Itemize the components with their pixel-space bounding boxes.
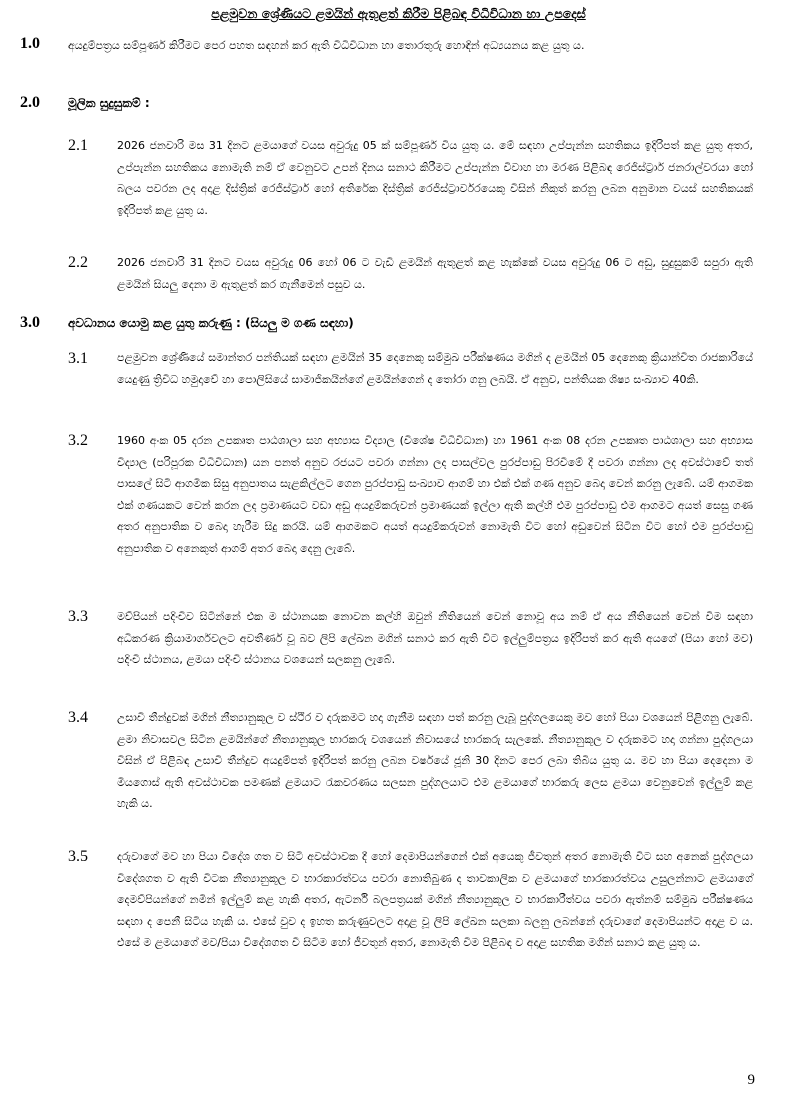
item-2-2-text: 2026 ජනවාරි 31 දිනට වයස අවුරුදු 06 හෝ 06 ට වැඩි ළමයින් ඇතුළත් කළ හැක්කේ වයස අවුරුදු 06 ට අඩු, සුදුසුකම් සපුරා ඇති ළමයින් සියලු දෙනා ම ඇතුළත් කර ගැනීමෙන් පසුව ය. bbox=[117, 256, 753, 291]
section-2-0-heading: මූලික සුදුසුකම් : bbox=[68, 96, 150, 110]
item-3-5-text: දරුවාගේ මව හා පියා විදේශ ගත ව සිටි අවස්ථාවක දී හෝ දෙමාපියන්ගෙන් එක් අයෙකු ජීවතුන් අතර නොමැති විට සහ අනෙක් පුද්ගලයා විදේශගත ව ඇති විටක නීත්‍යානුකූල ව භාරකාරත්වය පවරා නොතිබුණ ද තාවකාලික ව ළමයාගේ භාරකාරත්වය උසුලන්නාට ළමයාගේ දෙමව්පියන්ගේ නමින් ඉල්ලුම් කළ හැකි අතර, ඇටර්නි බලපත්‍රයක් මගින් නීත්‍යානුකූල ව භාරකාරීත්වය පවරා ඇත්නම් සම්මුඛ පරීක්ෂණය සඳහා ද පෙනී සිටිය හැකි ය. එසේ වුව ද ඉහත කරුණුවලට අදාළ වූ ලිපි ලේඛන සලකා බලනු ලබන්නේ දරුවාගේ දෙමාපියන්ට අදාළ ව ය. එසේ ම ළමයාගේ මව/පියා විදේශගත වී සිටීම හෝ ජීවතුන් අතර, නොමැති වීම පිළිබඳ ව අදාළ සහතික මගින් සනාථ කළ යුතු ය. bbox=[117, 850, 753, 949]
item-3-4-text: උසාවි තීන්දුවක් මගින් නීත්‍යානුකූල ව ස්ථිර ව දරුකමට හදා ගැනීම සඳහා පත් කරනු ලැබූ පුද්ගලයෙකු මව හෝ පියා වශයෙන් පිළිගනු ලැබේ. ළමා නිවාසවල සිටින ළමයින්ගේ නීත්‍යානුකූල භාරකරු වශයෙන් නිවාසයේ භාරකරු සැලකේ. නීත්‍යානුකූල ව දරුකමට හදා ගන්නා පුද්ගලයා විසින් ඒ පිළිබඳ උසාවි තීන්දුව අයදුම්පත් ඉදිරිපත් කරනු ලබන වර්ෂයේ ජූනි 30 දිනට පෙර ලබා තිබිය යුතු ය. මව හා පියා දෙදෙනා ම මියගොස් ඇති අවස්ථාවක පමණක් ළමයාට රැකවරණය සලසන පුද්ගලයාට එම ළමයාගේ භාරකරු ලෙස ළමයා වෙනුවෙන් ඉල්ලුම් කළ හැකි ය. bbox=[117, 711, 753, 810]
section-1-0-text: අයදුම්පත්‍රය සම්පූර්ණ කිරීමට පෙර පහත සඳහන් කර ඇති විධිවිධාන හා තොරතුරු හොඳින් අධ්‍යයනය කළ යුතු ය. bbox=[68, 39, 585, 52]
item-2-1-text: 2026 ජනවාරි මස 31 දිනට ළමයාගේ වයස අවුරුදු 05 ක් සම්පූර්ණ විය යුතු ය. මේ සඳහා උප්පැන්න සහතිකය ඉදිරිපත් කළ යුතු අතර, උප්පැන්න සහතිකය නොමැති නම් ඒ වෙනුවට උපන් දිනය සනාථ කිරීමට උප්පැන්න විවාහ හා මරණ පිළිබඳ රෙජිස්ට්‍රාර් ජනරාල්වරයා හෝ බලය පවරන ලද අදාළ දිස්ත්‍රික් රෙජිස්ට්‍රාර් හෝ අතිරේක දිස්ත්‍රික් රෙජිස්ට්‍රාර්වරයෙකු විසින් නිකුත් කරනු ලබන අනුමාන වයස් සහතිකයක් ඉදිරිපත් කළ යුතු ය. bbox=[117, 139, 753, 217]
document-title: පළමුවන ශ්‍රේණියට ළමයින් ඇතුළත් කිරීම පිළිබඳ විධිවිධාන හා උපදෙස් bbox=[211, 6, 586, 21]
item-number-3-2: 3.2 bbox=[68, 432, 88, 449]
item-number-3-1: 3.1 bbox=[68, 350, 88, 367]
item-number-2-1: 2.1 bbox=[68, 137, 88, 154]
section-3-0-heading: අවධානය යොමු කළ යුතු කරුණු : (සියලු ම ගණ සඳහා) bbox=[68, 316, 354, 330]
section-number-1-0: 1.0 bbox=[20, 35, 40, 52]
section-number-2-0: 2.0 bbox=[20, 94, 40, 111]
page-number: 9 bbox=[747, 1072, 755, 1088]
item-3-2-text: 1960 අංක 05 දරන උපකෘත පාඨශාලා සහ අභ්‍යාස විද්‍යාල (විශේෂ විධිවිධාන) හා 1961 අංක 08 දරන උපකෘත පාඨශාලා සහ අභ්‍යාස විද්‍යාල (පරිපූරක විධිවිධාන) යන පනත් අනුව රජයට පවරා ගන්නා ලද පාසල්වල පුරප්පාඩු පිරවීමේ දී පවරා ගන්නා ලද අවස්ථාවේ තත් පාසලේ සිටි ආගමික සිසු අනුපාතය සැළකිල්ලට ගෙන පුරප්පාඩු සංඛ්‍යාව ආගම් හා එක් එක් ගණ අනුව බෙදා වෙන් කරනු ලැබේ. යම් ආගමක එක් ගණයකට වෙන් කරන ලද ප්‍රමාණයට වඩා අඩු අයදුම්කරුවන් ප්‍රමාණයක් ඉල්ලා ඇති කල්හි එම පුරප්පාඩු එම ආගමට අයත් සෙසු ගණ අතර අනුපාතික ව බෙදා හැරීම සිදු කරයි. යම් ආගමකට අයත් අයදුම්කරුවන් නොමැති විට හෝ අඩුවෙන් සිටින විට හෝ එම පුරප්පාඩු අනුපාතික ව අනෙකුත් ආගම් අතර බෙදා දෙනු ලැබේ. bbox=[117, 434, 753, 555]
item-number-2-2: 2.2 bbox=[68, 254, 88, 271]
item-3-3-text: මව්පියන් පදිංචිව සිටින්නේ එක ම ස්ථානයක නොවන කල්හි ඔවුන් නීතියෙන් වෙන් නොවූ අය නම් ඒ අය නීතියෙන් වෙන් වීම සඳහා අධිකරණ ක්‍රියාමාර්ගවලට අවතීර්ණ වූ බව ලිපි ලේඛන මගින් සනාථ කර ඇති විට ඉල්ලුම්පත්‍රය ඉදිරිපත් කර ඇති අයගේ (පියා හෝ මව) පදිංචි ස්ථානය, ළමයා පදිංචි ස්ථානය වශයෙන් සලකනු ලැබේ. bbox=[117, 610, 753, 666]
item-3-1-text: පළමුවන ශ්‍රේණියේ සමාන්තර පන්තියක් සඳහා ළමයින් 35 දෙනෙකු සම්මුඛ පරීක්ෂණය මගින් ද ළමයින් 05 දෙනෙකු ක්‍රියාන්විත රාජකාරියේ යෙදුණු ත්‍රිවිධ හමුදාවේ හා පොලිසියේ සාමාජිකයින්ගේ ළමයින්ගෙන් ද තෝරා ගනු ලබයි. ඒ අනුව, පන්තියක ශිෂ්‍ය සංඛ්‍යාව 40කි. bbox=[117, 351, 753, 386]
item-number-3-3: 3.3 bbox=[68, 608, 88, 625]
item-number-3-5: 3.5 bbox=[68, 848, 88, 865]
item-number-3-4: 3.4 bbox=[68, 709, 88, 726]
section-number-3-0: 3.0 bbox=[20, 314, 40, 331]
